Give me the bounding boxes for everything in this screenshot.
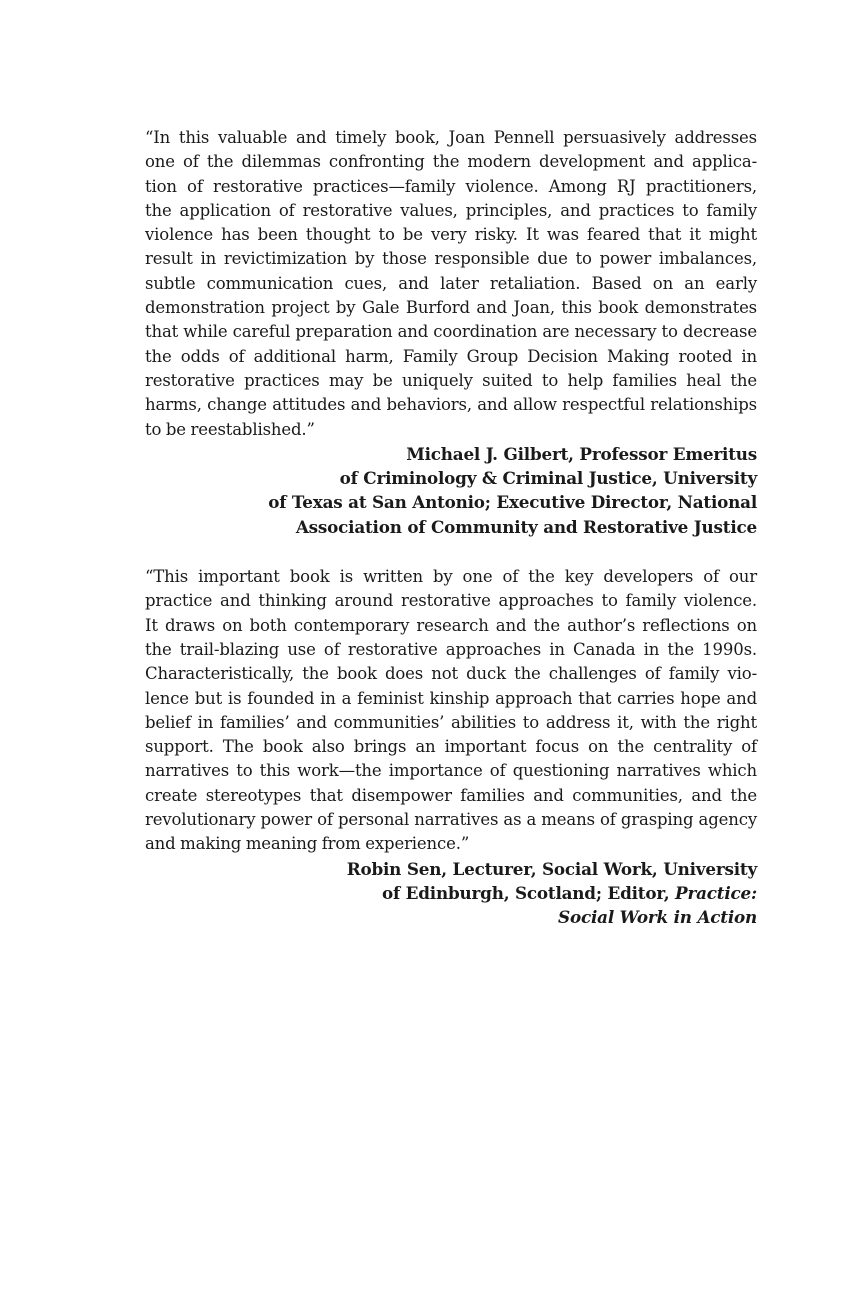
quote-line: the odds of additional harm, Family Group Decision Making rooted in: [145, 346, 757, 366]
journal-title: Social Work in Action: [558, 907, 757, 928]
quote-line: Characteristically, the book does not duck the challenges of family vio-: [145, 664, 757, 684]
testimonial-2-quote: [145, 565, 757, 857]
quote-line: result in revictimization by those responsible due to power imbalances,: [145, 249, 757, 269]
section-spacer: [145, 539, 757, 565]
quote-line: tion of restorative practices—family violence. Among RJ practitioners,: [145, 176, 757, 196]
quote-line: that while careful preparation and coordination are necessary to decrease: [145, 322, 757, 342]
quote-line: revolutionary power of personal narratives as a means of grasping agency: [145, 810, 757, 830]
quote-line: the trail-blazing use of restorative approaches in Canada in the 1990s.: [145, 639, 757, 659]
quote-line: create stereotypes that disempower families and communities, and the: [145, 785, 757, 805]
quote-line: subtle communication cues, and later retaliation. Based on an early: [145, 273, 757, 293]
attribution-text: of Edinburgh, Scotland; Editor,: [382, 882, 676, 903]
quote-line: one of the dilemmas confronting the modern development and applica-: [145, 152, 757, 172]
testimonial-1-quote: [145, 126, 757, 442]
attribution-line: Michael J. Gilbert, Professor Emeritus: [406, 443, 757, 464]
testimonial-1-attribution: [145, 442, 757, 539]
quote-line: demonstration project by Gale Burford and Joan, this book demonstrates: [145, 298, 757, 318]
quote-line: lence but is founded in a feminist kinship approach that carries hope and: [145, 688, 757, 708]
endorsements-page: [145, 126, 757, 930]
attribution-line: of Texas at San Antonio; Executive Director, National: [268, 492, 757, 513]
quote-line: practice and thinking around restorative approaches to family violence.: [145, 591, 757, 611]
quote-line: to be reestablished.”: [145, 419, 315, 439]
quote-line: “This important book is written by one of the key developers of our: [145, 567, 757, 587]
quote-line: It draws on both contemporary research and the author’s reflections on: [145, 615, 757, 635]
quote-line: narratives to this work—the importance of questioning narratives which: [145, 761, 757, 781]
attribution-line: Robin Sen, Lecturer, Social Work, University: [346, 858, 757, 879]
testimonial-2-attribution: [145, 857, 757, 930]
quote-line: restorative practices may be uniquely suited to help families heal the: [145, 370, 757, 390]
testimonial-1: [145, 126, 757, 539]
attribution-line: Association of Community and Restorative Justice: [295, 516, 757, 537]
journal-title: Practice:: [675, 882, 757, 903]
attribution-line: [145, 881, 757, 905]
quote-line: the application of restorative values, principles, and practices to family: [145, 200, 757, 220]
quote-line: harms, change attitudes and behaviors, and allow respectful relationships: [145, 395, 757, 415]
quote-line: support. The book also brings an important focus on the centrality of: [145, 737, 757, 757]
quote-line: belief in families’ and communities’ abilities to address it, with the right: [145, 712, 757, 732]
attribution-line: of Criminology & Criminal Justice, University: [339, 468, 757, 489]
quote-line: violence has been thought to be very risky. It was feared that it might: [145, 225, 757, 245]
testimonial-2: [145, 565, 757, 929]
quote-line: “In this valuable and timely book, Joan Pennell persuasively addresses: [145, 128, 757, 147]
quote-line: and making meaning from experience.”: [145, 834, 470, 854]
